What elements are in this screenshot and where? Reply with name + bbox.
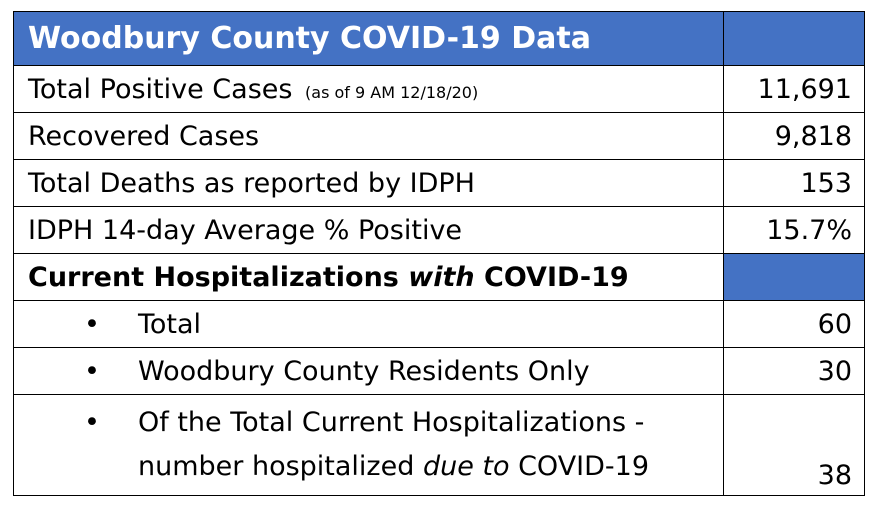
as-of-note: (as of 9 AM 12/18/20): [305, 82, 479, 102]
heading-text-post: COVID-19: [474, 261, 629, 293]
due-to-line-1-text: Of the Total Current Hospitalizations -: [138, 407, 645, 438]
bullet-spacer: [84, 445, 138, 489]
hosp-total-label-cell: [14, 301, 724, 348]
table-row: [14, 113, 865, 160]
section-blank-cell: [723, 254, 864, 301]
table-header-row: [14, 12, 865, 66]
hosp-due-to-value: 38: [723, 395, 864, 496]
hospitalizations-heading-row: [14, 254, 865, 301]
deaths-value: 153: [723, 160, 864, 207]
avg-positive-value: 15.7%: [723, 207, 864, 254]
covid-data-table: [13, 11, 865, 496]
table-row: [14, 301, 865, 348]
table-row: [14, 395, 865, 496]
due-to-line-1: [84, 401, 723, 445]
table-row: [14, 348, 865, 395]
table-row: [14, 207, 865, 254]
line2-emph: due to: [422, 451, 510, 482]
hosp-due-to-label-cell: [14, 395, 724, 496]
heading-text-emph: with: [408, 261, 475, 293]
deaths-label: Total Deaths as reported by IDPH: [14, 160, 724, 207]
table-title: Woodbury County COVID-19 Data: [14, 12, 724, 66]
line2-pre: number hospitalized: [138, 451, 423, 482]
due-to-line-2: [84, 445, 723, 489]
table-row: [14, 66, 865, 113]
line2-post: COVID-19: [509, 451, 650, 482]
hospitalizations-heading: [14, 254, 724, 301]
heading-text-pre: Current Hospitalizations: [28, 261, 409, 293]
bullet-icon: •: [84, 355, 100, 387]
hosp-residents-label: Woodbury County Residents Only: [138, 355, 590, 387]
due-to-line-2-text: [138, 445, 649, 489]
avg-positive-label: IDPH 14-day Average % Positive: [14, 207, 724, 254]
bullet-icon: •: [84, 407, 100, 438]
total-positive-label: Total Positive Cases: [28, 73, 293, 105]
hosp-total-value: 60: [723, 301, 864, 348]
header-blank-cell: [723, 12, 864, 66]
hosp-total-label: Total: [138, 308, 202, 340]
hosp-residents-label-cell: [14, 348, 724, 395]
bullet-icon: •: [84, 308, 100, 340]
recovered-label: Recovered Cases: [14, 113, 724, 160]
row-label: [14, 66, 724, 113]
recovered-value: 9,818: [723, 113, 864, 160]
table-row: [14, 160, 865, 207]
total-positive-value: 11,691: [723, 66, 864, 113]
hosp-residents-value: 30: [723, 348, 864, 395]
